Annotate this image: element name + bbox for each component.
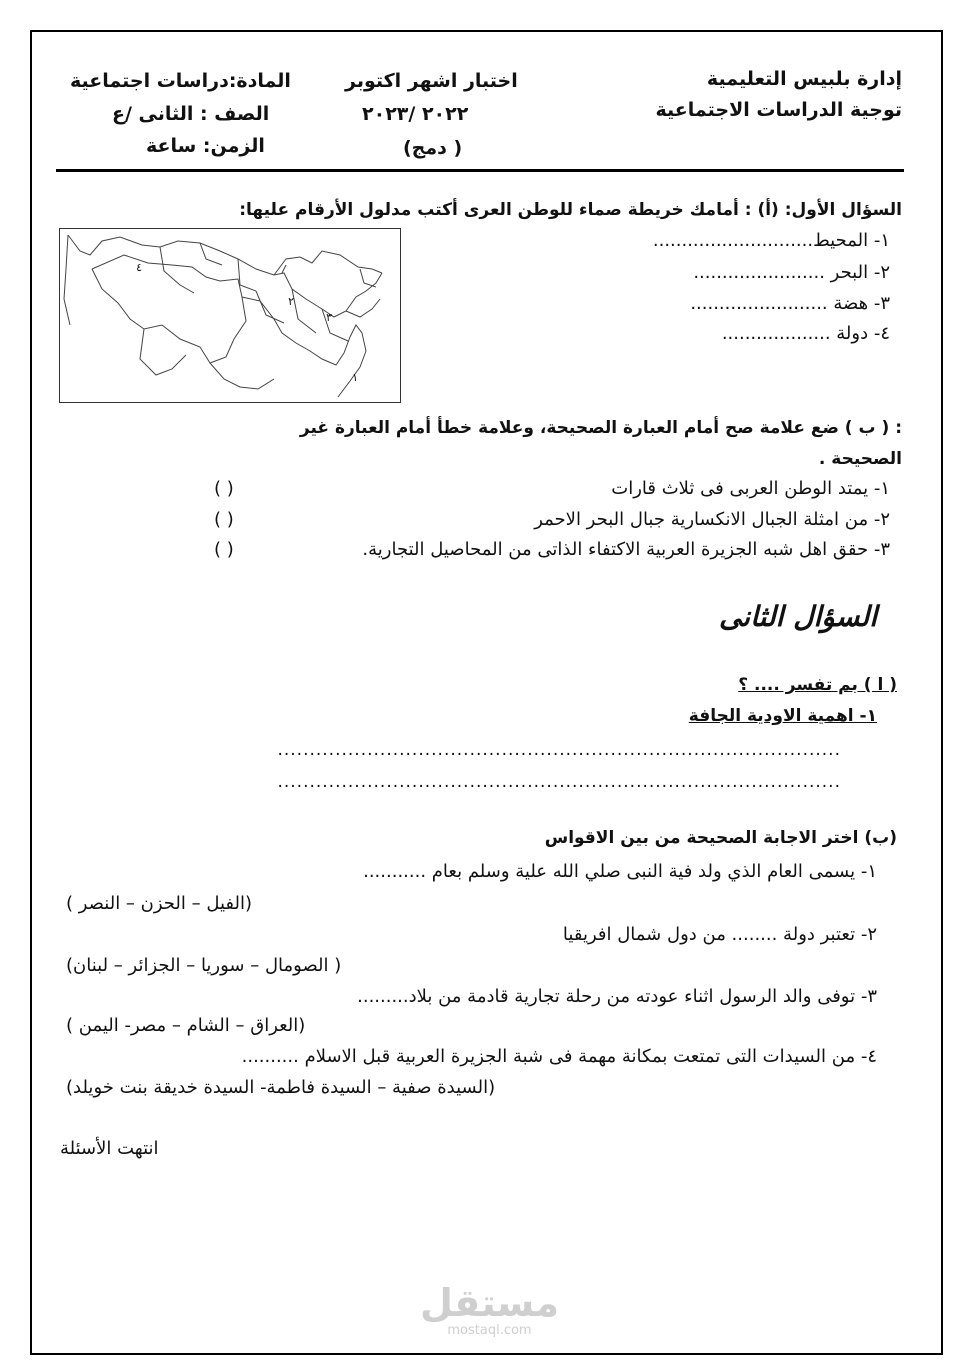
exam-title: اختبار اشهر اكتوبر (345, 70, 518, 92)
q1-part-b-line2: الصحيحة . (818, 449, 902, 469)
q1-part-b-line1: : ( ب ) ضع علامة صح أمام العبارة الصحيحة، وعلامة خطأ أمام العبارة غير (299, 418, 902, 438)
answer-box-1[interactable]: ( ) (214, 478, 234, 499)
time: الزمن: ساعة (146, 135, 265, 157)
q2-part-a: ( ا ) بم تفسر .... ؟ (738, 675, 897, 695)
answer-line-1[interactable]: ........................................................................................ (277, 740, 841, 760)
q1-item-2: ٢- البحر ....................... (693, 262, 890, 283)
map-number-3: ٣ (326, 311, 332, 324)
q1-item-1: ١- المحيط............................ (652, 230, 890, 251)
map-number-1: ١ (352, 371, 358, 384)
mcq-4-options: (السيدة صفية – السيدة فاطمة- السيدة خديقة بنت خويلد) (66, 1077, 496, 1098)
statement-1: ١- يمتد الوطن العربى فى ثلاث قارات (611, 478, 890, 499)
end-of-questions: انتهت الأسئلة (60, 1138, 159, 1159)
mcq-2-text: ٢- تعتبر دولة ........ من دول شمال افريقيا (562, 924, 877, 945)
q2-part-a-item: ١- اهمية الاودية الجافة (688, 706, 877, 726)
answer-box-2[interactable]: ( ) (214, 509, 234, 530)
mcq-4-text: ٤- من السيدات التى تمتعت بمكانة مهمة فى شبة الجزيرة العربية قبل الاسلام .......... (241, 1046, 877, 1067)
map-number-2: ٢ (288, 295, 294, 308)
map-number-4: ٤ (136, 261, 142, 274)
mcq-1-options: (الفيل – الحزن – النصر ) (66, 893, 253, 914)
watermark-site: mostaql.com (447, 1323, 532, 1338)
answer-box-3[interactable]: ( ) (214, 539, 234, 560)
mcq-2-options: ( الصومال – سوريا – الجزائر – لبنان) (66, 955, 342, 976)
q2-part-b: (ب) اختر الاجابة الصحيحة من بين الاقواس (544, 828, 897, 848)
statement-3: ٣- حقق اهل شبه الجزيرة العربية الاكتفاء الذاتى من المحاصيل التجارية. (362, 539, 890, 560)
department-name: توجية الدراسات الاجتماعية (655, 99, 902, 121)
watermark-brand: مستقل (420, 1281, 559, 1325)
exam-year: ٢٠٢٢ /٢٠٢٣ (362, 103, 469, 125)
q2-title: السؤال الثانى (718, 600, 877, 633)
exam-merge: ( دمج) (403, 137, 463, 159)
watermark (420, 1283, 559, 1338)
header-divider (56, 169, 904, 172)
arab-world-blank-map (59, 228, 401, 403)
grade: الصف : الثانى /ع (112, 103, 270, 125)
q1-item-3: ٣- هضة ........................ (690, 293, 890, 314)
q1-item-4: ٤- دولة ................... (721, 323, 890, 344)
answer-line-2[interactable]: ........................................................................................ (277, 772, 841, 792)
map-outline (60, 229, 400, 402)
q1-title: السؤال الأول: (أ) : أمامك خريطة صماء للوطن العرى أكتب مدلول الأرقام عليها: (239, 200, 902, 220)
mcq-3-options: (العراق – الشام – مصر- اليمن ) (66, 1015, 306, 1036)
mcq-1-text: ١- يسمى العام الذي ولد فية النبى صلي الله علية وسلم بعام ........... (363, 861, 877, 882)
mcq-3-text: ٣- توفى والد الرسول اثناء عودته من رحلة تجارية قادمة من بلاد......... (357, 986, 877, 1007)
subject: المادة:دراسات اجتماعية (70, 70, 291, 92)
statement-2: ٢- من امثلة الجبال الانكسارية جبال البحر الاحمر (534, 509, 890, 530)
admin-name: إدارة بلبيس التعليمية (706, 68, 902, 90)
